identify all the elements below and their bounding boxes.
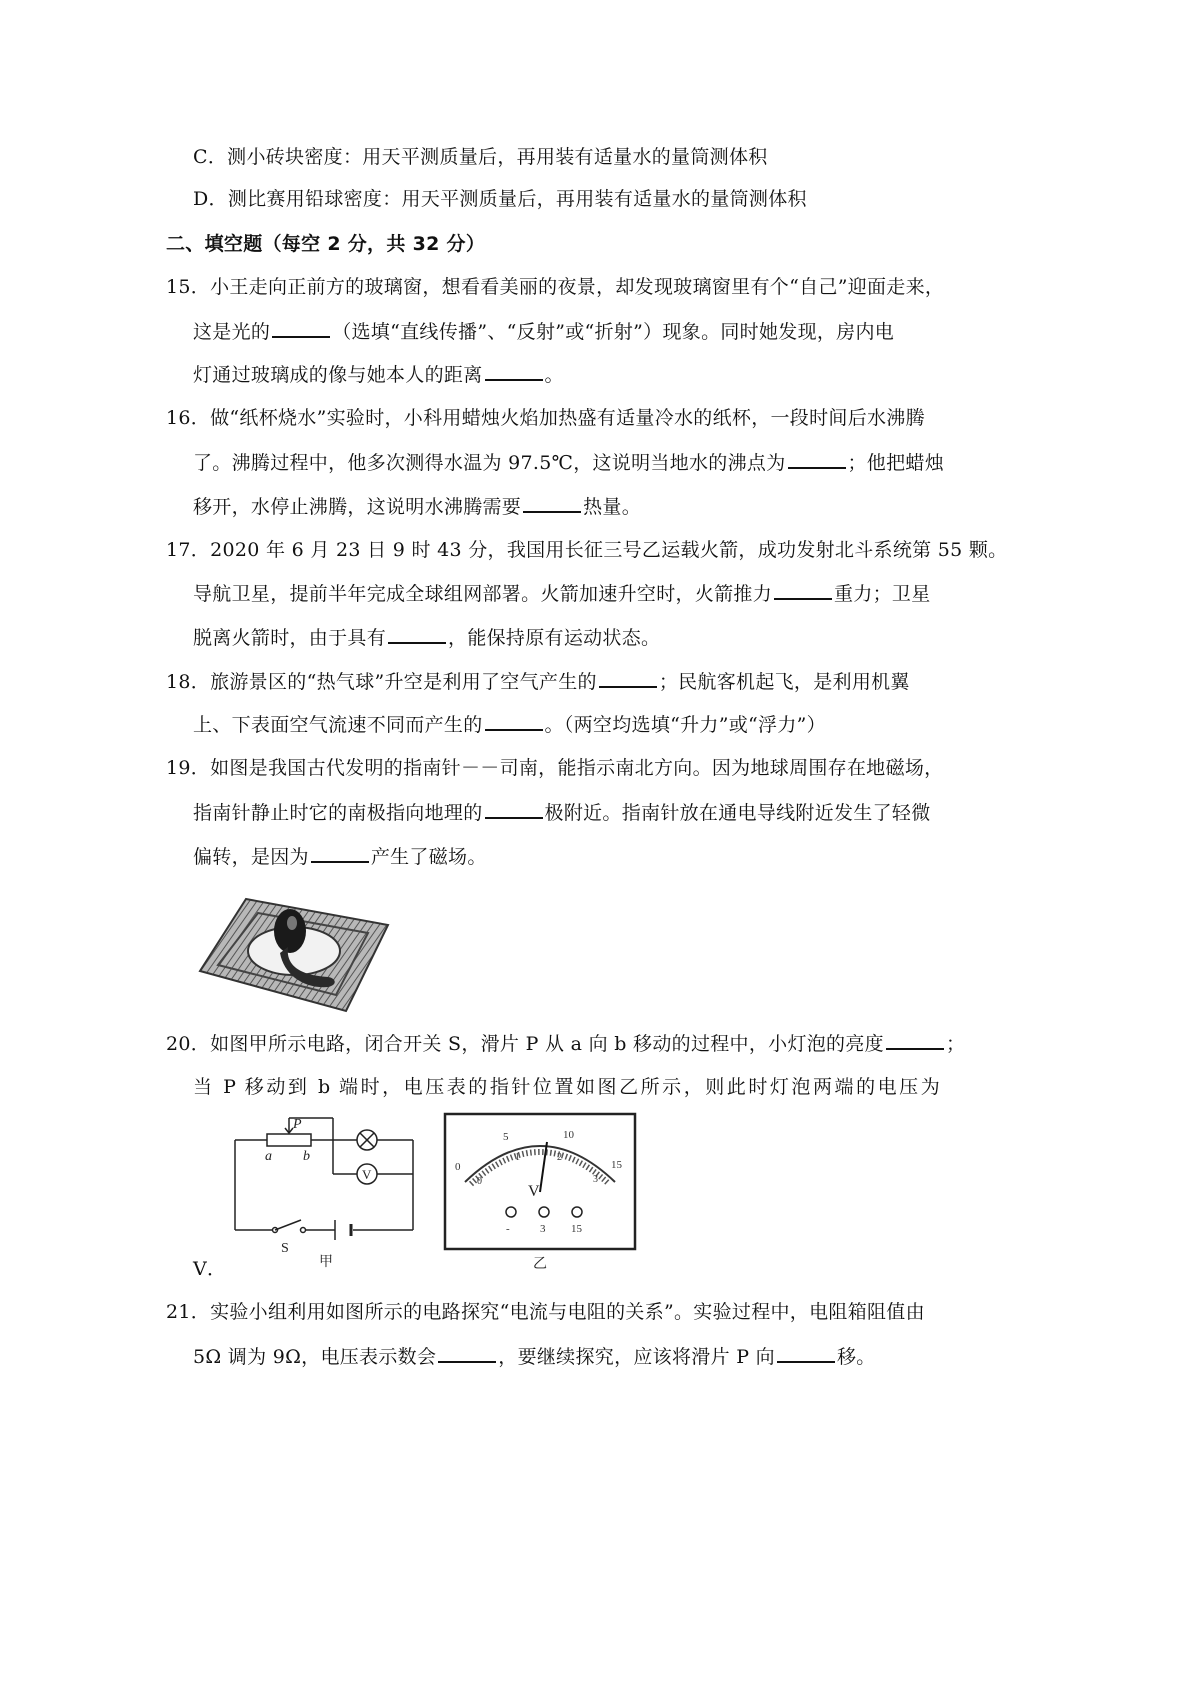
voltmeter-symbol: V	[362, 1167, 372, 1182]
q17-line-2	[193, 580, 931, 607]
answer-blank	[777, 1343, 835, 1363]
lamp-icon	[357, 1130, 377, 1150]
voltmeter-dial-yi	[441, 1112, 640, 1272]
scale-upper-0: 0	[455, 1161, 461, 1173]
terminal-negative	[506, 1207, 516, 1217]
q20-text-b: ；	[945, 1033, 966, 1055]
q16-line-1: 16．做“纸杯烧水”实验时，小科用蜡烛火焰加热盛有适量冷水的纸杯，一段时间后水沸腾	[166, 407, 925, 429]
q16-text-b: ；他把蜡烛	[847, 452, 945, 474]
terminal-15	[572, 1207, 582, 1217]
q21-text-a: 5Ω 调为 9Ω，电压表示数会	[193, 1346, 437, 1368]
q18-text-b: ；民航客机起飞，是利用机翼	[658, 671, 910, 693]
q17-line-3	[193, 624, 660, 651]
q17-text-d: ，能保持原有运动状态。	[448, 627, 661, 649]
scale-upper-10: 10	[563, 1129, 574, 1141]
scale-upper-15: 15	[611, 1159, 622, 1171]
q18-text-a: 18．旅游景区的“热气球”升空是利用了空气产生的	[166, 671, 597, 693]
section-heading: 二、填空题（每空 2 分，共 32 分）	[166, 233, 486, 255]
q19-line-3	[193, 843, 487, 870]
q15-text-b: （选填“直线传播”、“反射”或“折射”）现象。同时她发现，房内电	[332, 321, 895, 343]
label-a: a	[265, 1149, 272, 1164]
q16-line-3	[193, 493, 641, 520]
scale-lower-0: 0	[477, 1176, 482, 1187]
option-c: C．测小砖块密度：用天平测质量后，再用装有适量水的量筒测体积	[193, 146, 768, 168]
q15-line-1: 15．小王走向正前方的玻璃窗，想看看美丽的夜景，却发现玻璃窗里有个“自己”迎面走来，	[166, 276, 945, 298]
q15-line-3	[193, 361, 564, 388]
answer-blank	[599, 668, 657, 688]
q17-text-a: 导航卫星，提前半年完成全球组网部署。火箭加速升空时，火箭推力	[193, 583, 773, 605]
q21-line-1: 21．实验小组利用如图所示的电路探究“电流与电阻的关系”。实验过程中，电阻箱阻值由	[166, 1301, 925, 1323]
q20-line-2: 当 P 移动到 b 端时，电压表的指针位置如图乙所示，则此时灯泡两端的电压为	[193, 1076, 940, 1098]
q18-text-d: 。（两空均选填“升力”或“浮力”）	[544, 714, 826, 736]
caption-jia: 甲	[319, 1255, 333, 1270]
scale-lower-1: 1	[515, 1152, 520, 1163]
answer-blank	[388, 624, 446, 644]
scale-lower-2: 2	[557, 1152, 562, 1163]
q20-text-a: 20．如图甲所示电路，闭合开关 S，滑片 P 从 a 向 b 移动的过程中，小灯泡的亮度	[166, 1033, 884, 1055]
answer-blank	[311, 843, 369, 863]
answer-blank	[485, 361, 543, 381]
q17-line-1: 17．2020 年 6 月 23 日 9 时 43 分，我国用长征三号乙运载火箭，成功发射北斗系统第 55 颗。	[166, 539, 1008, 561]
q17-text-c: 脱离火箭时，由于具有	[193, 627, 387, 649]
label-b: b	[303, 1149, 310, 1164]
label-s: S	[281, 1241, 289, 1256]
q20-line-3: V．	[193, 1258, 227, 1280]
q19-text-a: 指南针静止时它的南极指向地理的	[193, 802, 483, 824]
answer-blank	[788, 449, 846, 469]
answer-blank	[438, 1343, 496, 1363]
scale-lower-3: 3	[593, 1174, 598, 1185]
circuit-diagram-jia	[225, 1112, 430, 1272]
rheostat	[267, 1134, 311, 1146]
label-p: P	[293, 1117, 302, 1132]
answer-blank	[485, 799, 543, 819]
q19-line-1: 19．如图是我国古代发明的指南针－－司南，能指示南北方向。因为地球周围存在地磁场，	[166, 757, 944, 779]
answer-blank	[485, 711, 543, 731]
q16-text-d: 热量。	[583, 496, 642, 518]
q21-text-b: ，要继续探究，应该将滑片 P 向	[498, 1346, 775, 1368]
q16-text-a: 了。沸腾过程中，他多次测得水温为 97.5℃，这说明当地水的沸点为	[193, 452, 786, 474]
q18-line-1	[166, 668, 910, 695]
q21-text-c: 移。	[836, 1346, 876, 1368]
q19-text-c: 偏转，是因为	[193, 846, 309, 868]
terminal-label-3: 3	[540, 1223, 546, 1235]
q20-line-1	[166, 1030, 965, 1057]
q21-line-2	[193, 1343, 876, 1370]
answer-blank	[774, 580, 832, 600]
terminal-label-neg: -	[506, 1223, 510, 1235]
q15-text-d: 。	[544, 364, 564, 386]
q16-line-2	[193, 449, 944, 476]
q19-line-2	[193, 799, 931, 826]
sinan-compass-image	[196, 893, 392, 1015]
option-d: D．测比赛用铅球密度：用天平测质量后，再用装有适量水的量筒测体积	[193, 188, 807, 210]
q18-text-c: 上、下表面空气流速不同而产生的	[193, 714, 483, 736]
q16-text-c: 移开，水停止沸腾，这说明水沸腾需要	[193, 496, 522, 518]
q17-text-b: 重力；卫星	[834, 583, 931, 605]
answer-blank	[523, 493, 581, 513]
terminal-label-15: 15	[571, 1223, 582, 1235]
answer-blank	[886, 1030, 944, 1050]
q15-line-2	[193, 318, 894, 345]
q19-text-d: 产生了磁场。	[370, 846, 487, 868]
q19-text-b: 极附近。指南针放在通电导线附近发生了轻微	[544, 802, 931, 824]
q15-text-a: 这是光的	[193, 321, 271, 343]
caption-yi: 乙	[533, 1257, 547, 1272]
q18-line-2	[193, 711, 826, 738]
scale-upper-5: 5	[503, 1131, 509, 1143]
answer-blank	[272, 318, 330, 338]
q15-text-c: 灯通过玻璃成的像与她本人的距离	[193, 364, 483, 386]
meter-unit: V	[528, 1183, 540, 1200]
terminal-3	[539, 1207, 549, 1217]
